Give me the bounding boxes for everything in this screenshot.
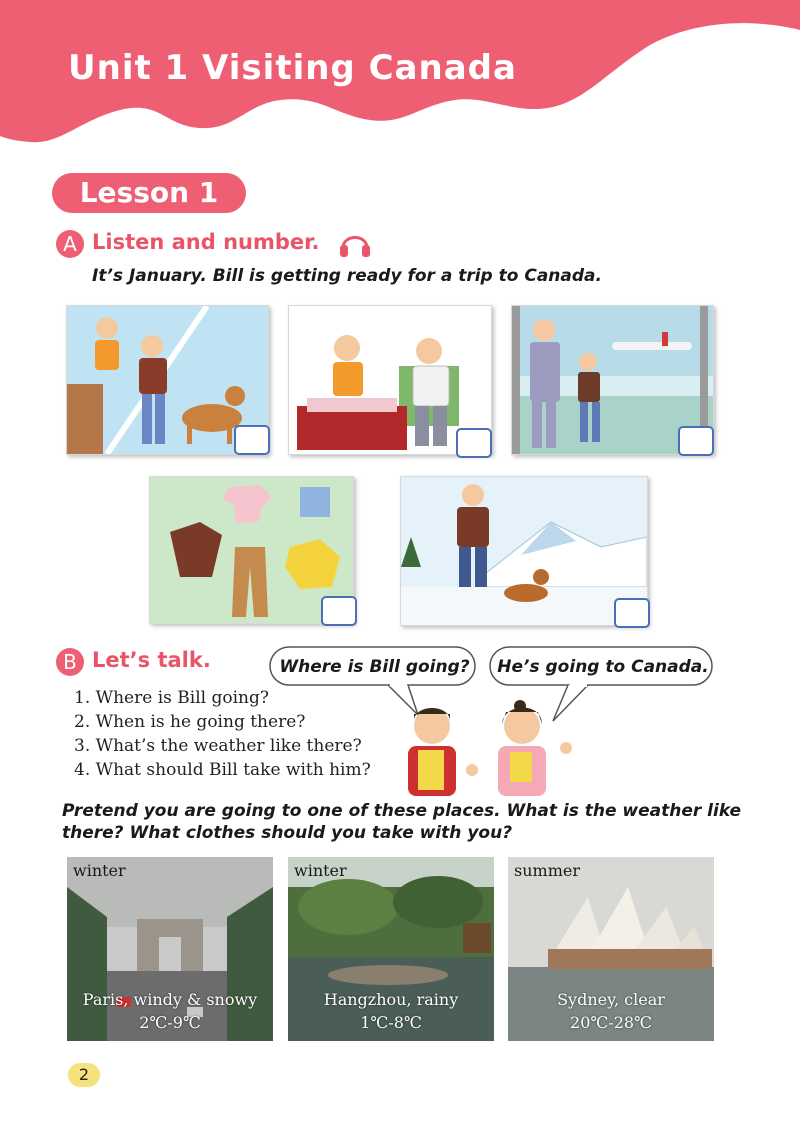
number-box-3[interactable] (678, 426, 714, 456)
question-list (74, 686, 371, 782)
photo-caption-city: Sydney, clear (557, 990, 665, 1009)
question-item: 1. Where is Bill going? (74, 688, 269, 708)
photo-season-label: winter (73, 861, 126, 880)
lesson-title: Lesson 1 (52, 173, 246, 213)
photo-caption-temp: 20℃-28℃ (570, 1013, 652, 1032)
number-box-1[interactable] (234, 425, 270, 455)
section-a-subtitle: It’s January. Bill is getting ready for a trip to Canada. (92, 266, 602, 286)
question-item: 3. What’s the weather like there? (74, 736, 362, 756)
section-b-title: Let’s talk. (92, 648, 211, 672)
section-b-letter: B (56, 648, 84, 676)
question-item: 4. What should Bill take with him? (74, 760, 371, 780)
pretend-instruction: Pretend you are going to one of these places. What is the weather like there? What clothes should you take with you? (62, 801, 742, 843)
photo-season-label: winter (294, 861, 347, 880)
photo-caption-temp: 2℃-9℃ (139, 1013, 201, 1032)
number-box-4[interactable] (321, 596, 357, 626)
bubble-question: Where is Bill going? (279, 657, 470, 677)
unit-title: Unit 1 Visiting Canada (68, 48, 517, 88)
photo-caption-city: Hangzhou, rainy (323, 990, 459, 1009)
photo-caption-temp: 1℃-8℃ (360, 1013, 422, 1032)
question-item: 2. When is he going there? (74, 712, 306, 732)
kids-illustration (392, 700, 582, 796)
section-a-letter: A (56, 230, 84, 258)
photo-paris (67, 857, 273, 1041)
photo-sydney (508, 857, 714, 1041)
page-number: 2 (68, 1063, 100, 1087)
picture-snow-mountain (400, 476, 648, 626)
photo-season-label: summer (514, 861, 580, 880)
photo-caption-city: Paris, windy & snowy (82, 990, 258, 1009)
photo-hangzhou (288, 857, 494, 1041)
number-box-5[interactable] (614, 598, 650, 628)
headphones-icon[interactable] (338, 228, 372, 258)
bubble-answer: He’s going to Canada. (497, 657, 709, 677)
section-a-title: Listen and number. (92, 230, 320, 254)
number-box-2[interactable] (456, 428, 492, 458)
